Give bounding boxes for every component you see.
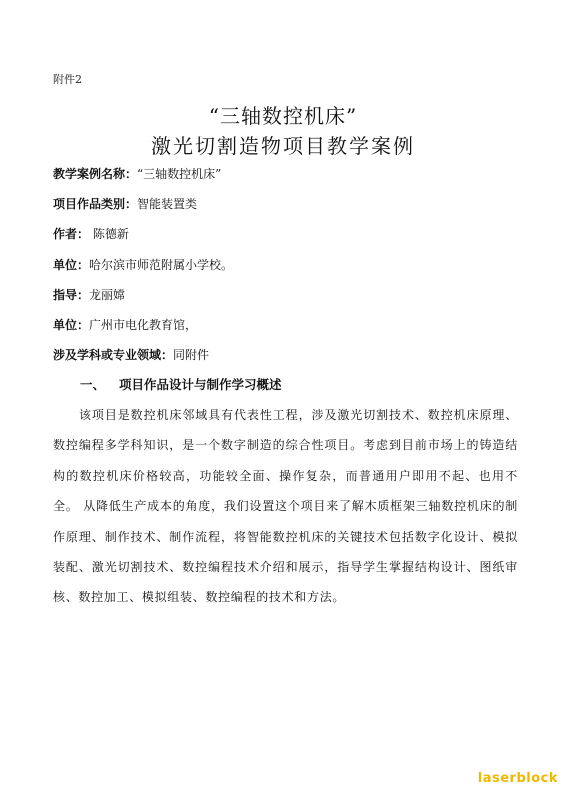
document-title-line1: “三轴数控机床”: [208, 104, 358, 128]
meta-unit2-value: 广州市电化教育馆，: [89, 318, 198, 332]
meta-unit1-label: 单位：: [53, 258, 90, 272]
meta-category: [53, 195, 197, 212]
meta-case-name: [53, 165, 221, 182]
attachment-label: 附件2: [53, 73, 82, 86]
section-title: 项目作品设计与制作学习概述: [119, 377, 282, 392]
meta-advisor-value: 龙丽嫦: [89, 288, 126, 302]
meta-case-name-value: “三轴数控机床”: [137, 167, 222, 181]
document-title-line2: 激光切割造物项目教学案例: [151, 134, 415, 158]
meta-subject-value: 同附件: [173, 348, 210, 362]
meta-author: [53, 225, 129, 242]
meta-subject: [53, 346, 209, 363]
meta-unit2: [53, 316, 197, 333]
meta-unit1-value: 哈尔滨市师范附属小学校。: [89, 258, 234, 272]
meta-author-label: 作者：: [53, 227, 90, 241]
meta-author-value: 陈德新: [89, 227, 129, 241]
meta-unit2-label: 单位：: [53, 318, 90, 332]
section-heading: [80, 375, 282, 393]
meta-advisor-label: 指导：: [53, 288, 90, 302]
meta-category-label: 项目作品类别：: [53, 197, 138, 211]
meta-unit1: [53, 256, 233, 273]
laserblock-watermark: laserblock: [477, 771, 558, 786]
meta-category-value: 智能装置类: [137, 197, 198, 211]
section-paragraph: 该项目是数控机床邻域具有代表性工程，涉及激光切割技术、数控机床原理、数控编程多学科知识，是一个数字制造的综合性项目。考虑到目前市场上的铸造结构的数控机床价格较高，功能较全面、操作复杂，而普通用户即用不起、也用不全。 从降低生产成本的角度，我们设置这个项目来了解木质框架三轴数控机床的制作原理、制作技术、制作流程，将智能数控机床的关键技术包括数字化设计、模拟装配、激光切割技术、数控编程技术介绍和展示，指导学生掌握结构设计、图纸审核、数控加工、模拟组装、数控编程的技术和方法。: [53, 408, 518, 605]
meta-subject-label: 涉及学科或专业领域：: [53, 348, 174, 362]
meta-case-name-label: 教学案例名称：: [53, 167, 138, 181]
section-number: 一、: [80, 377, 106, 392]
meta-advisor: [53, 286, 125, 303]
